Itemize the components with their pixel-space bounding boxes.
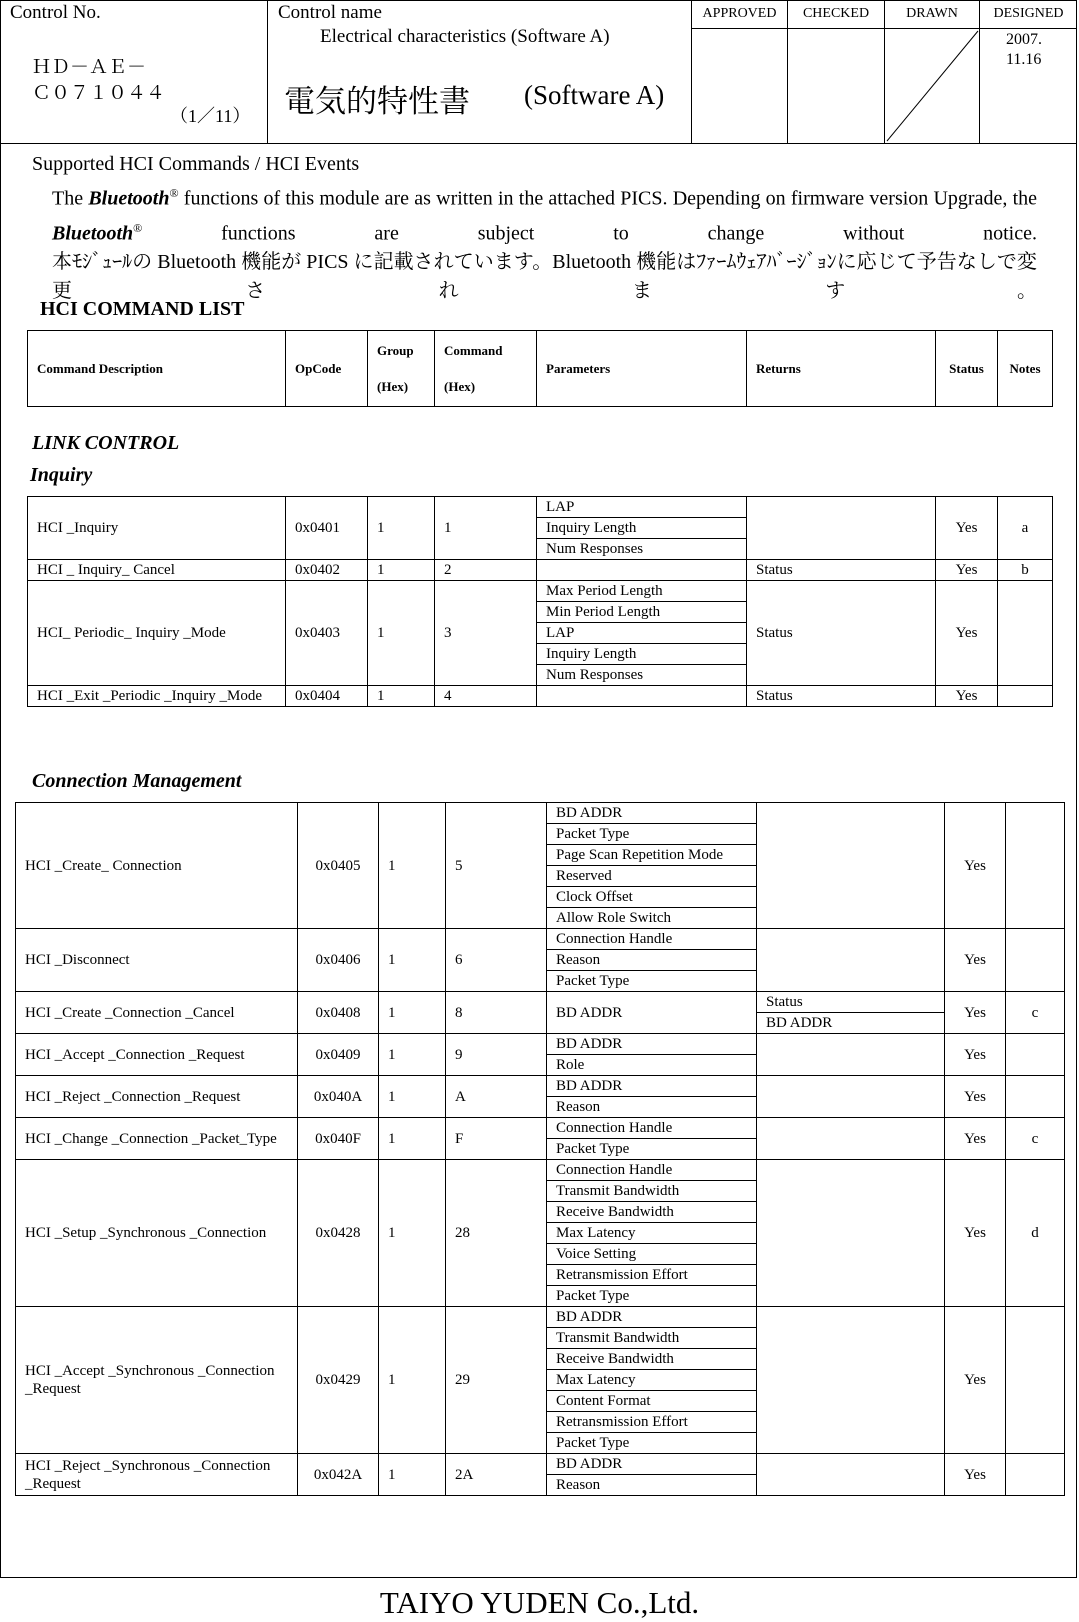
table-row [16,1034,1065,1055]
parameter: Packet Type [547,824,757,845]
command-description: HCI_ Periodic_ Inquiry _Mode [28,581,286,686]
opcode: 0x040F [298,1118,379,1160]
parameter: Connection Handle [547,929,757,950]
group-hex: 1 [368,686,435,707]
command-description: HCI _Setup _Synchronous _Connection [16,1160,298,1307]
return-value [757,803,945,929]
parameter: Min Period Length [537,602,747,623]
command-description: HCI _Reject _Connection _Request [16,1076,298,1118]
checked-label: CHECKED [788,0,884,29]
approved-cell [692,0,788,143]
parameter: Packet Type [547,971,757,992]
parameter: Clock Offset [547,887,757,908]
command-hex: 5 [446,803,547,929]
return-value [757,929,945,992]
return-value [757,1454,945,1496]
intro-paragraph-ja: 本ﾓｼﾞｭｰﾙの Bluetooth 機能が PICS に記載されています。Bluetooth 機能はﾌｧｰﾑｳｪｱﾊﾞｰｼﾞｮﾝに応じて予告なしで変更されます。 [52,251,1037,303]
parameter: Retransmission Effort [547,1265,757,1286]
drawn-slash [885,29,980,143]
drawn-label: DRAWN [885,0,979,29]
designed-cell [980,0,1077,143]
table-row [28,686,1053,707]
command-description: HCI _Create_ Connection [16,803,298,929]
status: Yes [936,560,998,581]
section-inquiry: Inquiry [30,464,93,486]
table-row [28,581,1053,602]
opcode: 0x0402 [286,560,368,581]
command-hex: 3 [435,581,537,686]
opcode: 0x0404 [286,686,368,707]
return-value: Status [757,992,945,1013]
parameter: BD ADDR [547,1076,757,1097]
command-description: HCI _Reject _Synchronous _Connection _Request [16,1454,298,1496]
connection-table [15,802,1065,1496]
parameter: Transmit Bandwidth [547,1181,757,1202]
return-value [757,1160,945,1307]
parameter: Connection Handle [547,1160,757,1181]
parameter: Num Responses [537,665,747,686]
parameter: Max Latency [547,1370,757,1391]
col-returns: Returns [747,331,936,407]
parameter: Inquiry Length [537,518,747,539]
parameter: LAP [537,623,747,644]
group-hex: 1 [368,581,435,686]
group-hex: 1 [379,1160,446,1307]
intro-paragraph-en: The Bluetooth® functions of this module are as written in the attached PICS. Depending on firmware version Upgrade, the Bluetooth® functions are subject to change without notice. [52,186,1037,245]
command-hex: 9 [446,1034,547,1076]
opcode: 0x0428 [298,1160,379,1307]
command-hex: F [446,1118,547,1160]
table-row [16,1454,1065,1475]
return-value: Status [747,686,936,707]
parameter: Packet Type [547,1139,757,1160]
parameter: Reason [547,1097,757,1118]
group-hex: 1 [379,803,446,929]
table-row [28,497,1053,518]
control-no-line1: ＨＤ－ＡＥ－ [32,57,147,78]
status: Yes [945,1454,1006,1496]
return-value [757,1034,945,1076]
note: d [1006,1160,1065,1307]
col-opcode: OpCode [286,331,368,407]
note [1006,803,1065,929]
control-no-cell [0,0,268,143]
section-link-control: LINK CONTROL [32,432,180,454]
col-params: Parameters [537,331,747,407]
group-hex: 1 [379,1034,446,1076]
command-description: HCI _Inquiry [28,497,286,560]
return-value [747,497,936,560]
opcode: 0x0405 [298,803,379,929]
command-hex: 8 [446,992,547,1034]
checked-cell [788,0,885,143]
note: c [1006,992,1065,1034]
col-desc: Command Description [28,331,286,407]
col-status: Status [936,331,998,407]
command-description: HCI _Create _Connection _Cancel [16,992,298,1034]
return-value: Status [747,560,936,581]
parameter: Voice Setting [547,1244,757,1265]
control-name-cell [268,0,692,143]
table-row [16,992,1065,1013]
parameter: Reserved [547,866,757,887]
parameter: Transmit Bandwidth [547,1328,757,1349]
control-name-label: Control name [278,2,382,23]
col-notes: Notes [998,331,1053,407]
parameter [537,686,747,707]
table-row [16,1160,1065,1181]
parameter: Content Format [547,1391,757,1412]
status: Yes [936,686,998,707]
control-name-en: Electrical characteristics (Software A) [320,26,610,47]
parameter: Packet Type [547,1286,757,1307]
group-hex: 1 [379,1454,446,1496]
parameter: Packet Type [547,1433,757,1454]
return-value [757,1076,945,1118]
command-description: HCI _ Inquiry_ Cancel [28,560,286,581]
inquiry-table [27,496,1053,707]
note [1006,929,1065,992]
parameter: BD ADDR [547,803,757,824]
control-name-ja: 電気的特性書 [284,84,470,119]
parameter: Num Responses [537,539,747,560]
command-description: HCI _Disconnect [16,929,298,992]
parameter: Max Period Length [537,581,747,602]
status: Yes [945,1118,1006,1160]
group-hex: 1 [379,1118,446,1160]
parameter: BD ADDR [547,1034,757,1055]
parameter: BD ADDR [547,1454,757,1475]
status: Yes [945,1076,1006,1118]
return-value [757,1118,945,1160]
return-value: Status [747,581,936,686]
parameter: Retransmission Effort [547,1412,757,1433]
command-hex: A [446,1076,547,1118]
parameter: LAP [537,497,747,518]
status: Yes [936,581,998,686]
return-value: BD ADDR [757,1013,945,1034]
col-command: Command (Hex) [435,331,537,407]
table-row [16,929,1065,950]
parameter: Reason [547,1475,757,1496]
opcode: 0x0403 [286,581,368,686]
note: a [998,497,1053,560]
table-row [16,1118,1065,1139]
parameter: Connection Handle [547,1118,757,1139]
command-description: HCI _Exit _Periodic _Inquiry _Mode [28,686,286,707]
note [1006,1034,1065,1076]
command-hex: 2A [446,1454,547,1496]
return-value [757,1307,945,1454]
note: c [1006,1118,1065,1160]
note [1006,1307,1065,1454]
drawn-cell [885,0,980,143]
parameter: BD ADDR [547,1307,757,1328]
opcode: 0x0408 [298,992,379,1034]
parameter: BD ADDR [547,992,757,1034]
note [998,581,1053,686]
command-description: HCI _Accept _Connection _Request [16,1034,298,1076]
date-line2: 11.16 [1006,51,1042,68]
control-no-line2: Ｃ０７１０４４ [32,83,166,104]
opcode: 0x0406 [298,929,379,992]
date-line1: 2007. [1006,31,1042,48]
footer-company: TAIYO YUDEN Co.,Ltd. [379,1585,700,1620]
status: Yes [945,992,1006,1034]
opcode: 0x0401 [286,497,368,560]
section-connection-management: Connection Management [32,770,242,792]
status: Yes [945,1160,1006,1307]
parameter: Page Scan Repetition Mode [547,845,757,866]
group-hex: 1 [368,560,435,581]
status: Yes [945,929,1006,992]
table-row [16,803,1065,824]
parameter: Inquiry Length [537,644,747,665]
group-hex: 1 [379,929,446,992]
list-heading: HCI COMMAND LIST [40,298,245,320]
status: Yes [945,803,1006,929]
command-description: HCI _Accept _Synchronous _Connection _Request [16,1307,298,1454]
status: Yes [936,497,998,560]
group-hex: 1 [379,992,446,1034]
parameter: Reason [547,950,757,971]
command-hex: 6 [446,929,547,992]
note: b [998,560,1053,581]
intro-heading: Supported HCI Commands / HCI Events [32,153,360,175]
bluetooth-mark: Bluetooth [52,222,134,245]
command-hex: 4 [435,686,537,707]
group-hex: 1 [379,1076,446,1118]
parameter: Allow Role Switch [547,908,757,929]
note [1006,1076,1065,1118]
command-hex: 29 [446,1307,547,1454]
opcode: 0x040A [298,1076,379,1118]
table-row [28,560,1053,581]
bluetooth-mark: Bluetooth [88,187,170,210]
opcode: 0x042A [298,1454,379,1496]
parameter: Receive Bandwidth [547,1349,757,1370]
designed-label: DESIGNED [980,0,1077,29]
control-no-label: Control No. [10,2,101,23]
status: Yes [945,1034,1006,1076]
note [998,686,1053,707]
command-hex: 1 [435,497,537,560]
control-name-ja-suffix: (Software A) [524,80,665,110]
command-hex: 2 [435,560,537,581]
group-hex: 1 [368,497,435,560]
parameter [537,560,747,581]
opcode: 0x0429 [298,1307,379,1454]
title-block [0,0,1077,144]
status: Yes [945,1307,1006,1454]
group-hex: 1 [379,1307,446,1454]
page-number: （1／11） [170,106,251,126]
table-row [16,1307,1065,1328]
approved-label: APPROVED [692,0,787,29]
note [1006,1454,1065,1496]
table-row [16,1076,1065,1097]
parameter: Max Latency [547,1223,757,1244]
command-description: HCI _Change _Connection _Packet_Type [16,1118,298,1160]
col-group: Group (Hex) [368,331,435,407]
opcode: 0x0409 [298,1034,379,1076]
column-header-table [27,330,1053,407]
parameter: Receive Bandwidth [547,1202,757,1223]
parameter: Role [547,1055,757,1076]
command-hex: 28 [446,1160,547,1307]
